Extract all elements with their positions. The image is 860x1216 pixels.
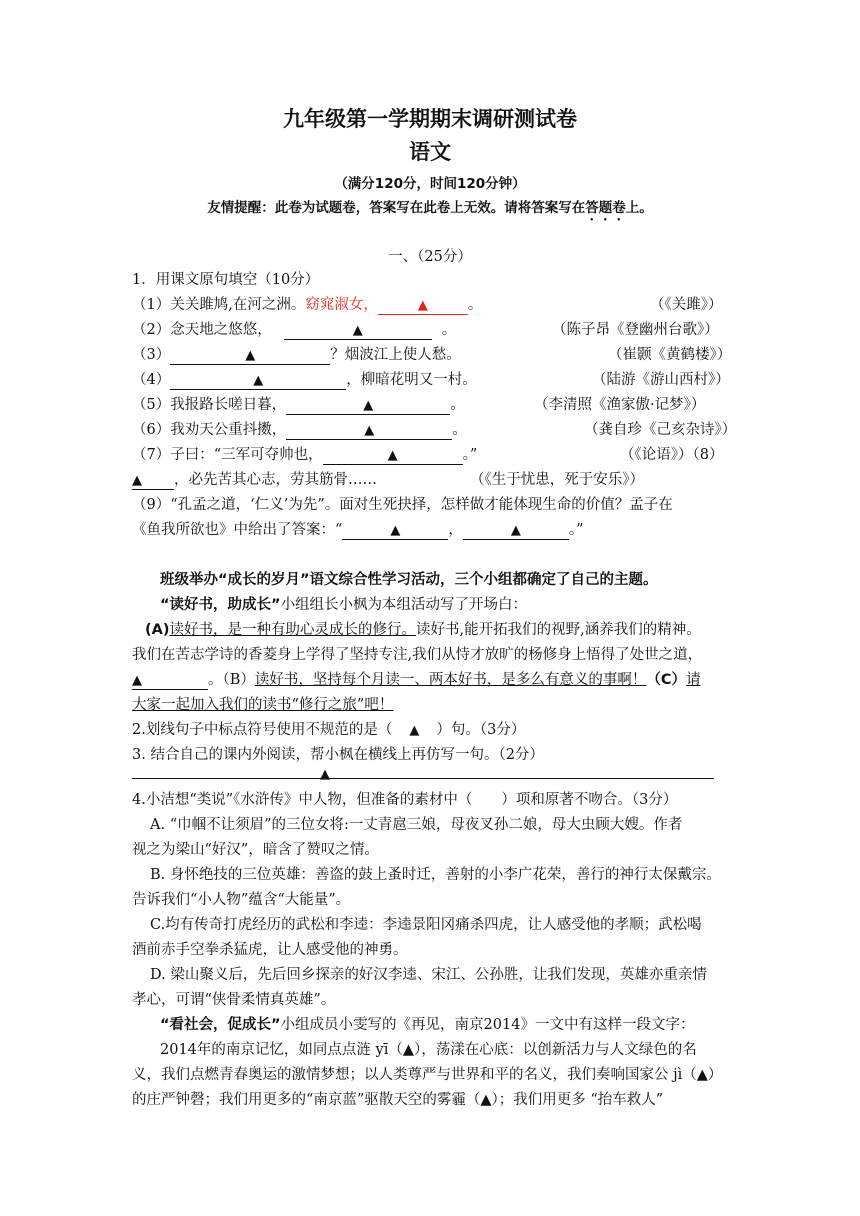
exam-subject: 语文 — [409, 140, 451, 164]
q1-source: （《关雎》） — [650, 297, 723, 313]
q4-option-b-cont: 告诉我们“小人物”蕴含“大能量”。 — [132, 892, 351, 908]
q1-source: （陈子昂《登幽州台歌》） — [552, 322, 719, 338]
group2-title: “看社会，促成长” — [160, 1017, 281, 1033]
q4-option-a: A. “巾帼不让须眉”的三位女将:一丈青扈三娘，母夜叉孙二娘，母大虫顾大嫂。作者 — [150, 817, 683, 833]
q3: 3. 结合自己的课内外阅读，帮小枫在横线上再仿写一句。（2分） — [132, 747, 544, 763]
item-text: 《鱼我所欲也》中给出了答案：“ — [132, 522, 343, 538]
item-text: （6）我劝天公重抖擞， — [132, 422, 287, 438]
q2-text: 2.划线句子中标点符号使用不规范的是（ — [132, 722, 393, 738]
q1-item9-line1: （9）“孔孟之道，‘仁义’为先”。面对生死抉择，怎样做才能体现生命的价值？孟子在 — [132, 497, 673, 513]
answer-rule — [132, 778, 714, 779]
q1-item — [132, 420, 467, 440]
item-text-end: 。 — [450, 397, 465, 413]
item-text-end: 。 — [452, 422, 467, 438]
underlined-sentence-c2: 大家一起加入我们的读书“修行之旅”吧！ — [132, 697, 394, 713]
answer-blank[interactable] — [463, 522, 569, 540]
blank-triangle-icon: ▲ — [253, 373, 264, 388]
q1-source: （《论语》）（8） — [620, 447, 724, 463]
reminder-emphasis: 答题卷 — [585, 200, 626, 216]
q4-option-a-cont: 视之为梁山“好汉”，暗含了赞叹之情。 — [132, 842, 379, 858]
answer-blank[interactable] — [378, 297, 468, 315]
answer-blank[interactable] — [286, 422, 452, 440]
q4-option-d-cont: 孝心，可谓“侠骨柔情真英雄”。 — [132, 992, 336, 1008]
section-heading: 一、（25分） — [388, 249, 472, 265]
underlined-sentence-c1: 请 — [686, 672, 701, 688]
item-text: ，必先苦其心志，劳其筋骨…… — [174, 472, 377, 488]
label-c: （C） — [646, 672, 687, 688]
blank-triangle-icon: ▲ — [417, 298, 428, 313]
passage-line: 的庄严钟磬；我们用更多的“南京蓝”驱散天空的雾霾（▲）；我们用更多 “抬车救人” — [132, 1092, 664, 1108]
passage-line: 义，我们点燃青春奥运的激情梦想；以人类尊严与世界和平的名义，我们奏响国家公 jì（▲） — [132, 1067, 723, 1083]
q1-item — [132, 370, 477, 390]
label-a: (A) — [145, 622, 170, 638]
blank-triangle-icon: ▲ — [352, 323, 363, 338]
q1-source: （龚自珍《己亥杂诗》） — [584, 422, 737, 438]
answer-blank[interactable] — [284, 322, 432, 340]
group1-heading — [160, 595, 527, 615]
q4-option-c: C.均有传奇打虎经历的武松和李逵：李逵景阳冈痛杀四虎，让人感受他的孝顺；武松喝 — [150, 917, 702, 933]
item-red-text: 窈窕淑女， — [305, 297, 378, 313]
answer-blank[interactable] — [132, 672, 208, 690]
q1-item — [132, 320, 456, 340]
q1-source: （《生于忧患，死于安乐》） — [470, 472, 644, 488]
para-line: 我们在苦志学诗的香菱身上学得了坚持专注,我们从恃才放旷的杨修身上悟得了处世之道， — [132, 647, 703, 663]
item-text-end: 。” — [568, 522, 584, 538]
blank-triangle-icon: ▲ — [363, 398, 374, 413]
q1-item9-line2 — [132, 520, 584, 540]
q4-option-b: B. 身怀绝技的三位英雄：善盗的鼓上蚤时迁，善射的小李广花荣，善行的神行太保戴宗。 — [150, 867, 721, 883]
blank-triangle-icon: ▲ — [510, 523, 521, 538]
q4-option-c-cont: 酒前赤手空拳杀猛虎，让人感受他的神勇。 — [132, 942, 408, 958]
q1-stem: 1．用课文原句填空（10分） — [132, 272, 320, 288]
para-a — [145, 620, 701, 640]
score-time: （满分120分，时间120分钟） — [334, 176, 526, 192]
item-text-end: 。” — [462, 447, 478, 463]
label-b: 。（B） — [208, 672, 255, 688]
item-text-end: ，柳暗花明又一村。 — [346, 372, 477, 388]
q1-source: （陆游《游山西村》） — [592, 372, 730, 388]
group2-text: 小组成员小雯写的《再见，南京2014》一文中有这样一段文字： — [280, 1017, 695, 1033]
blank-triangle-icon: ▲ — [364, 423, 375, 438]
item-text: （2）念天地之悠悠， — [132, 322, 272, 338]
reminder-end: 上。 — [625, 200, 653, 216]
underlined-sentence-b: 读好书，坚持每个月读一、两本好书，是多么有意义的事啊！ — [254, 672, 647, 688]
blank-triangle-icon: ▲ — [320, 767, 330, 782]
item-text: （3） — [132, 347, 171, 363]
para-a-text: 读好书,能开拓我们的视野,涵养我们的精神。 — [415, 622, 701, 638]
answer-blank[interactable] — [132, 472, 174, 490]
q4-stem: 4.小洁想“类说”《水浒传》中人物，但准备的素材中（ ）项和原著不吻合。（3分） — [132, 792, 678, 808]
blank-triangle-icon: ▲ — [245, 348, 256, 363]
q1-source: （李清照《渔家傲·记梦》） — [534, 397, 706, 413]
q1-item — [132, 470, 377, 490]
exam-title: 九年级第一学期期末调研测试卷 — [283, 107, 577, 131]
q1-item — [132, 445, 477, 465]
q1-item — [132, 395, 465, 415]
q4-option-d: D. 梁山聚义后，先后回乡探亲的好汉李逵、宋江、公孙胜，让我们发现，英雄亦重亲情 — [150, 967, 707, 983]
underlined-sentence-a: 读好书，是一种有助心灵成长的修行。 — [169, 622, 416, 638]
answer-blank[interactable] — [342, 522, 448, 540]
q1-source: （崔颢《黄鹤楼》） — [608, 347, 732, 363]
answer-blank[interactable] — [286, 397, 450, 415]
answer-blank[interactable] — [323, 447, 463, 465]
q1-item — [132, 295, 482, 315]
group1-title: “读好书，助成长” — [160, 597, 281, 613]
item-text: （4） — [132, 372, 171, 388]
item-text-end: ？烟波江上使人愁。 — [330, 347, 461, 363]
q1-item — [132, 345, 461, 365]
q2 — [132, 720, 525, 741]
para-c — [132, 695, 393, 715]
passage-line: 2014年的南京记忆，如同点点涟 yī（▲），荡漾在心底：以创新活力与人文绿色的名 — [160, 1042, 697, 1058]
blank-triangle-icon: ▲ — [409, 723, 420, 738]
answer-blank[interactable] — [170, 372, 346, 390]
item-text: （5）我报路长嗟日暮， — [132, 397, 287, 413]
item-text: （7）子曰：“三军可夺帅也， — [132, 447, 323, 463]
q3-answer-line[interactable] — [320, 764, 330, 785]
reminder — [0, 196, 860, 224]
q2-text-end: ）句。（3分） — [436, 722, 526, 738]
para-b — [132, 670, 701, 690]
activity-intro: 班级举办“成长的岁月”语文综合性学习活动，三个小组都确定了自己的主题。 — [160, 572, 658, 588]
item-text: （1）关关雎鸠,在河之洲。 — [132, 297, 306, 313]
blank-triangle-icon: ▲ — [390, 523, 401, 538]
blank-triangle-icon: ▲ — [132, 673, 142, 688]
answer-blank[interactable] — [170, 347, 330, 365]
item-text-end: 。 — [467, 297, 483, 313]
group1-text: 小组组长小枫为本组活动写了开场白： — [280, 597, 528, 613]
q2-answer-slot[interactable] — [392, 720, 436, 741]
item-text: ， — [448, 522, 463, 538]
item-text-end: 。 — [441, 322, 457, 338]
reminder-text: 友情提醒：此卷为试题卷，答案写在此卷上无效。请将答案写在 — [207, 200, 586, 216]
blank-triangle-icon: ▲ — [132, 473, 142, 488]
blank-triangle-icon: ▲ — [387, 448, 398, 463]
group2-heading — [160, 1015, 694, 1035]
